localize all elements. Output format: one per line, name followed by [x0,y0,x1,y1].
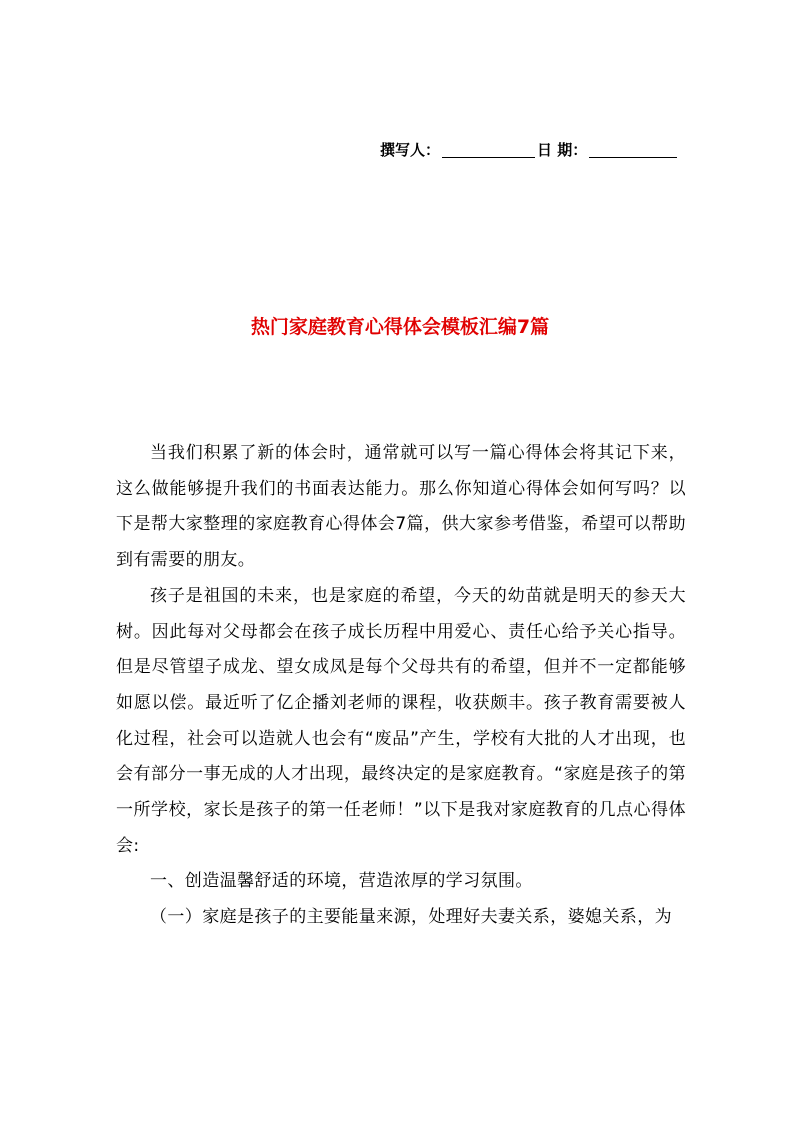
date-label: 日 期： [537,141,588,159]
author-label: 撰写人： [380,141,441,159]
author-date-line [380,139,700,161]
date-blank [589,143,677,158]
body-paragraph-main: 孩子是祖国的未来，也是家庭的希望，今天的幼苗就是明天的参天大树。因此每对父母都会在孩子成长历程中用爱心、责任心给予关心指导。但是尽管望子成龙、望女成凤是每个父母共有的希望，但并不一定都能够如愿以偿。最近听了亿企播刘老师的课程，收获颇丰。孩子教育需要被人化过程，社会可以造就人也会有“废品”产生，学校有大批的人才出现，也会有部分一事无成的人才出现，最终决定的是家庭教育。“家庭是孩子的第一所学校，家长是孩子的第一任老师！”以下是我对家庭教育的几点心得体会: [116,585,686,856]
body-paragraph-intro: 当我们积累了新的体会时，通常就可以写一篇心得体会将其记下来，这么做能够提升我们的书面表达能力。那么你知道心得体会如何写吗？以下是帮大家整理的家庭教育心得体会7篇，供大家参考借鉴，希望可以帮助到有需要的朋友。 [116,443,686,571]
author-blank [442,143,535,158]
document-body [116,436,686,936]
body-paragraph-section-heading: 一、创造温馨舒适的环境，营造浓厚的学习氛围。 [150,871,533,892]
document-title: 热门家庭教育心得体会模板汇编7篇 [250,316,550,338]
body-paragraph-subsection: （一）家庭是孩子的主要能量来源，处理好夫妻关系，婆媳关系，为 [150,907,672,928]
